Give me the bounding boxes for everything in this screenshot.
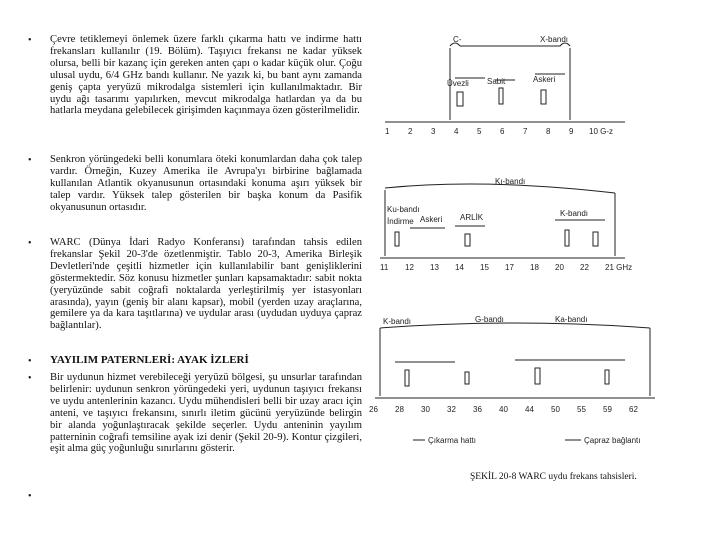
panel1-label: Üvezli xyxy=(447,79,469,88)
panel2-tick: 21 GHz xyxy=(605,263,633,272)
panel2-tick: 15 xyxy=(480,263,489,272)
panel1-tick: 4 xyxy=(454,127,459,136)
panel3-tick: 59 xyxy=(603,405,612,414)
legend-crosslink-label: Çapraz bağlantı xyxy=(584,436,641,445)
panel1-tick: 2 xyxy=(408,127,413,136)
panel3-tick: 28 xyxy=(395,405,404,414)
panel1-tick: 6 xyxy=(500,127,505,136)
panel2-tick: 22 xyxy=(580,263,589,272)
panel2-tick: 13 xyxy=(430,263,439,272)
bullet-marker: • xyxy=(28,491,32,502)
bullet-marker: • xyxy=(28,238,32,249)
panel3-tick: 40 xyxy=(499,405,508,414)
panel3-label: G-bandı xyxy=(475,315,504,324)
bullet-marker: • xyxy=(28,155,32,166)
paragraph-footprint: Bir uydunun hizmet verebileceği yeryüzü bölgesi, şu unsurlar tarafından belirlenir: uydunun senkron yörüngedeki yeri, uydunun taşıyıcı frekansı ve uydu antenlerinin kazancı. Uydu mühendisleri belli bir uzay aracı için anteni, ve taşıyıcı frekansını, sınırlı iletim gücünü yeryüzünde belirgin bir alanda yoğunlaştıracak şekilde seçerler. Uydu anteninin yayılım patterninin coğrafi temsiline ayak izi denir (Şekil 20-9). Kontur çizgileri, eşit alma güç yoğunluğu sınırlarını gösterir. xyxy=(50,372,362,455)
panel1-label: C- xyxy=(453,35,462,44)
panel3-tick: 44 xyxy=(525,405,534,414)
panel3-tick: 30 xyxy=(421,405,430,414)
panel3-label: K-bandı xyxy=(383,317,412,326)
panel1-tick: 1 xyxy=(385,127,390,136)
figure-caption: ŞEKİL 20-8 WARC uydu frekans tahsisleri. xyxy=(470,472,637,482)
panel2-label: Ku-bandı xyxy=(387,205,420,214)
panel3-tick: 26 xyxy=(369,405,378,414)
panel1-label: X-bandı xyxy=(540,35,569,44)
panel3-tick: 36 xyxy=(473,405,482,414)
panel2-label: Askeri xyxy=(420,215,443,224)
panel2-tick: 20 xyxy=(555,263,564,272)
panel1-tick: 8 xyxy=(546,127,551,136)
panel3-label: Ka-bandı xyxy=(555,315,588,324)
panel2-tick: 17 xyxy=(505,263,514,272)
panel2-label: İndirme xyxy=(387,217,414,226)
panel1-tick: 10 G-z xyxy=(589,127,614,136)
panel3-band-curve xyxy=(380,323,650,328)
warc-frequency-figure xyxy=(365,28,665,468)
panel2-tick: 14 xyxy=(455,263,464,272)
panel1-label: Sabit xyxy=(487,77,506,86)
panel2-label: K-bandı xyxy=(560,209,589,218)
panel1-label: Askeri xyxy=(533,75,556,84)
panel2-label: ARLİK xyxy=(460,213,484,222)
panel3-tick: 50 xyxy=(551,405,560,414)
bullet-marker: • xyxy=(28,373,32,384)
paragraph-warc: WARC (Dünya İdari Radyo Konferansı) tarafından tahsis edilen frekanslar Şekil 20-3'de özetlenmiştir. Tablo 20-3, Amerika Birleşik Devletleri'nde çeşitli hizmetler için kullanılabilir bant genişliklerini göstermektedir. Söz konusu hizmetler şunları kapsamaktadır: sabit nokta (yeryüzünde sabit coğrafi noktalarda yerleştirilmiş yer istasyonları arasında), yayın (geniş bir alanı kapsar), mobil (yerden uzay araçlarına, gemilere ya da kara taşıtlarına) ve uydular arası (uydudan uyduya çapraz bağlantılar). xyxy=(50,237,362,332)
panel3-tick: 32 xyxy=(447,405,456,414)
frequency-allocation-diagram xyxy=(365,28,665,468)
paragraph-orbit-demand: Senkron yörüngedeki belli konumlara öteki konumlardan daha çok talep vardır. Örneğin, Kuzey Amerika ile Avrupa'yı birbirine bağlamada kullanılan Atlantik okyanusunun ortasındaki konuma aşırı yüksek bir talep vardır. Yüksek talep gösterilen bir başka konum da Pasifik okyanusunun ortasıdır. xyxy=(50,154,362,213)
bullet-marker: • xyxy=(28,356,32,367)
section-heading: YAYILIM PATERNLERİ: AYAK İZLERİ xyxy=(50,354,249,366)
panel2-tick: 11 xyxy=(380,263,389,272)
panel2-tick: 18 xyxy=(530,263,539,272)
legend-uplink-label: Çıkarma hattı xyxy=(428,436,477,445)
bullet-marker: • xyxy=(28,35,32,46)
panel1-tick: 9 xyxy=(569,127,574,136)
paragraph-uplink-downlink: Çevre tetiklemeyi önlemek üzere farklı çıkarma hattı ve indirme hattı frekansları kullanılır (19. Bölüm). Taşıyıcı frekansı ne kadar yüksek olursa, belli bir kazanç için gereken anten çapı o kadar küçük olur. Çoğu ulusal uydu, 6/4 GHz bandı kullanır. Ne yazık ki, bu bant aynı zamanda geniş çapta yeryüzü mikrodalga sistemleri için kullanılmaktadır. Bir uydu ağı tasarımı yapılırken, mevcut mikrodalga hatlardan ya da bu hatlarla meydana gelebilecek girişimden kaçınmaya özen gösterilmelidir. xyxy=(50,34,362,117)
panel3-tick: 62 xyxy=(629,405,638,414)
panel2-tick: 12 xyxy=(405,263,414,272)
panel3-tick: 55 xyxy=(577,405,586,414)
panel2-label: Kı-bandı xyxy=(495,177,526,186)
panel1-tick: 5 xyxy=(477,127,482,136)
panel1-tick: 3 xyxy=(431,127,436,136)
panel1-tick: 7 xyxy=(523,127,528,136)
